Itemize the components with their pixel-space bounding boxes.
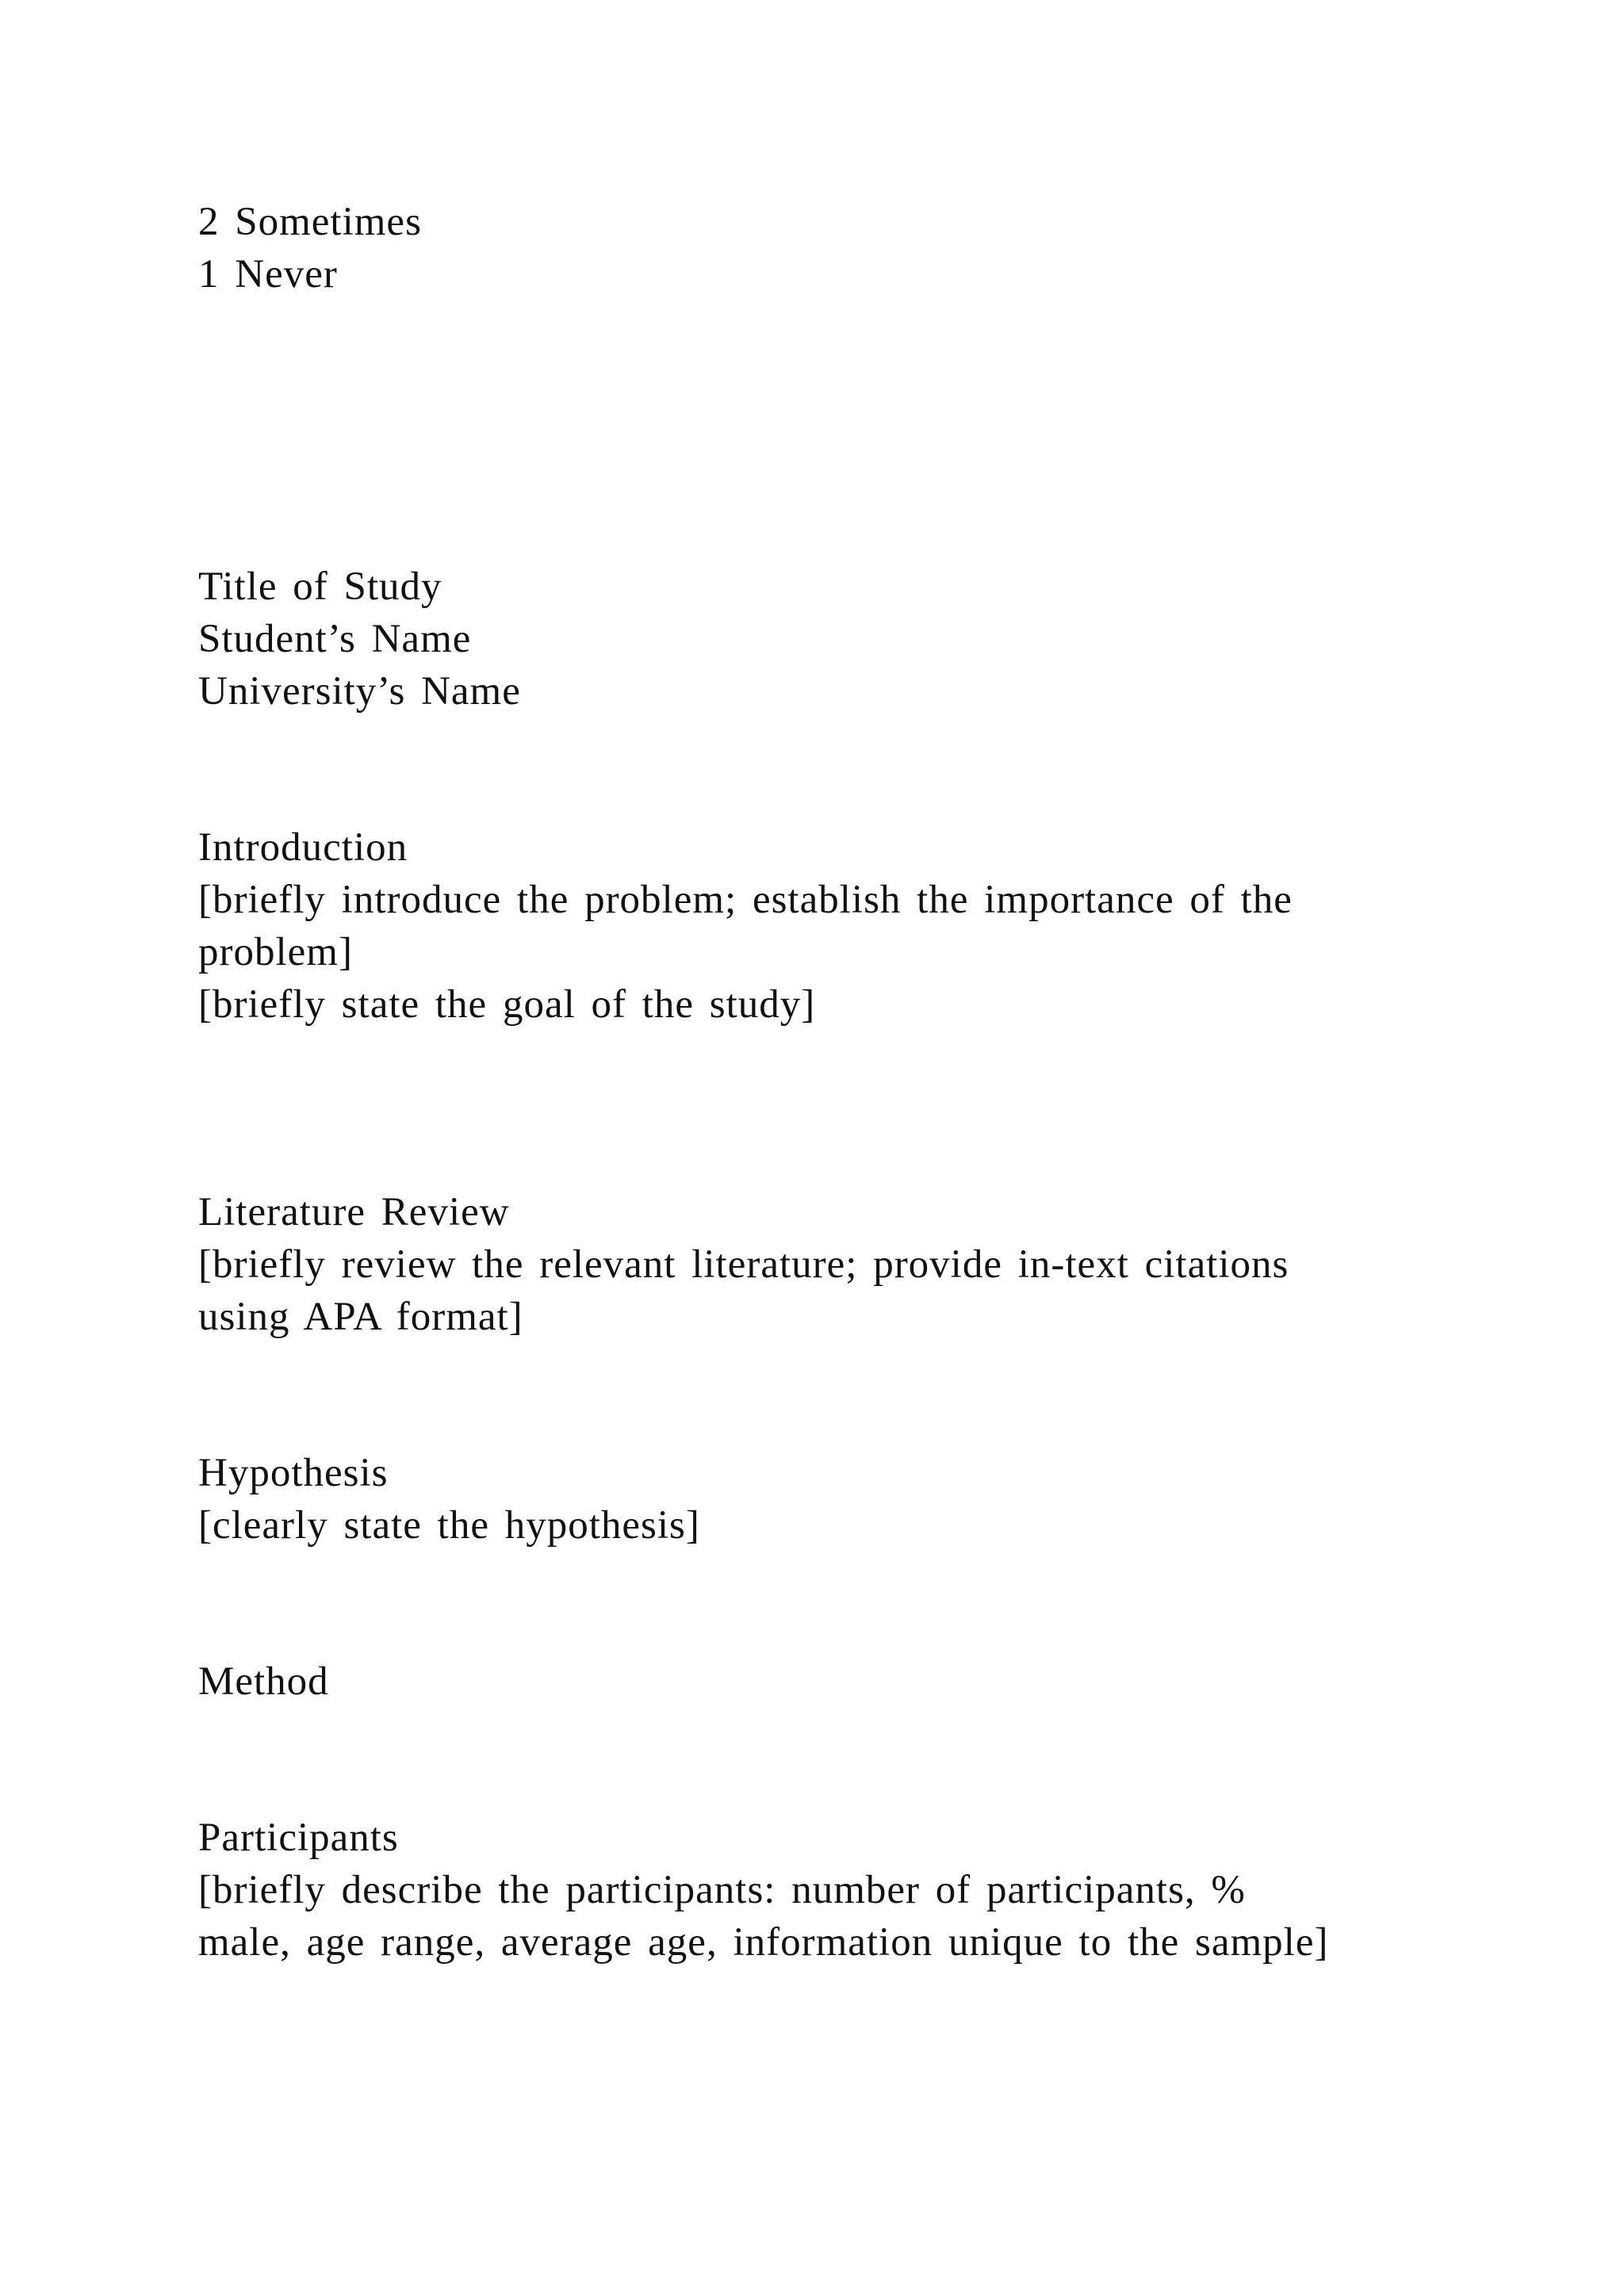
method-heading: Method (198, 1659, 329, 1704)
student-name: Student’s Name (198, 617, 472, 661)
literature-review-text-line-1: [briefly review the relevant literature; provide in-text citations (198, 1242, 1289, 1287)
hypothesis-text: [clearly state the hypothesis] (198, 1503, 700, 1548)
introduction-text-line-2: problem] (198, 930, 353, 974)
participants-heading: Participants (198, 1816, 399, 1860)
introduction-text-line-1: [briefly introduce the problem; establish the importance of the (198, 878, 1293, 922)
participants-text-line-2: male, age range, average age, information unique to the sample] (198, 1920, 1329, 1965)
university-name: University’s Name (198, 669, 521, 714)
participants-text-line-1: [briefly describe the participants: number of participants, % (198, 1868, 1246, 1912)
rating-option-never: 1 Never (198, 252, 338, 297)
literature-review-heading: Literature Review (198, 1190, 510, 1234)
introduction-heading: Introduction (198, 825, 408, 870)
study-title: Title of Study (198, 564, 442, 609)
literature-review-text-line-2: using APA format] (198, 1295, 523, 1339)
hypothesis-heading: Hypothesis (198, 1451, 389, 1495)
introduction-text-line-3: [briefly state the goal of the study] (198, 982, 816, 1027)
rating-option-sometimes: 2 Sometimes (198, 200, 422, 244)
